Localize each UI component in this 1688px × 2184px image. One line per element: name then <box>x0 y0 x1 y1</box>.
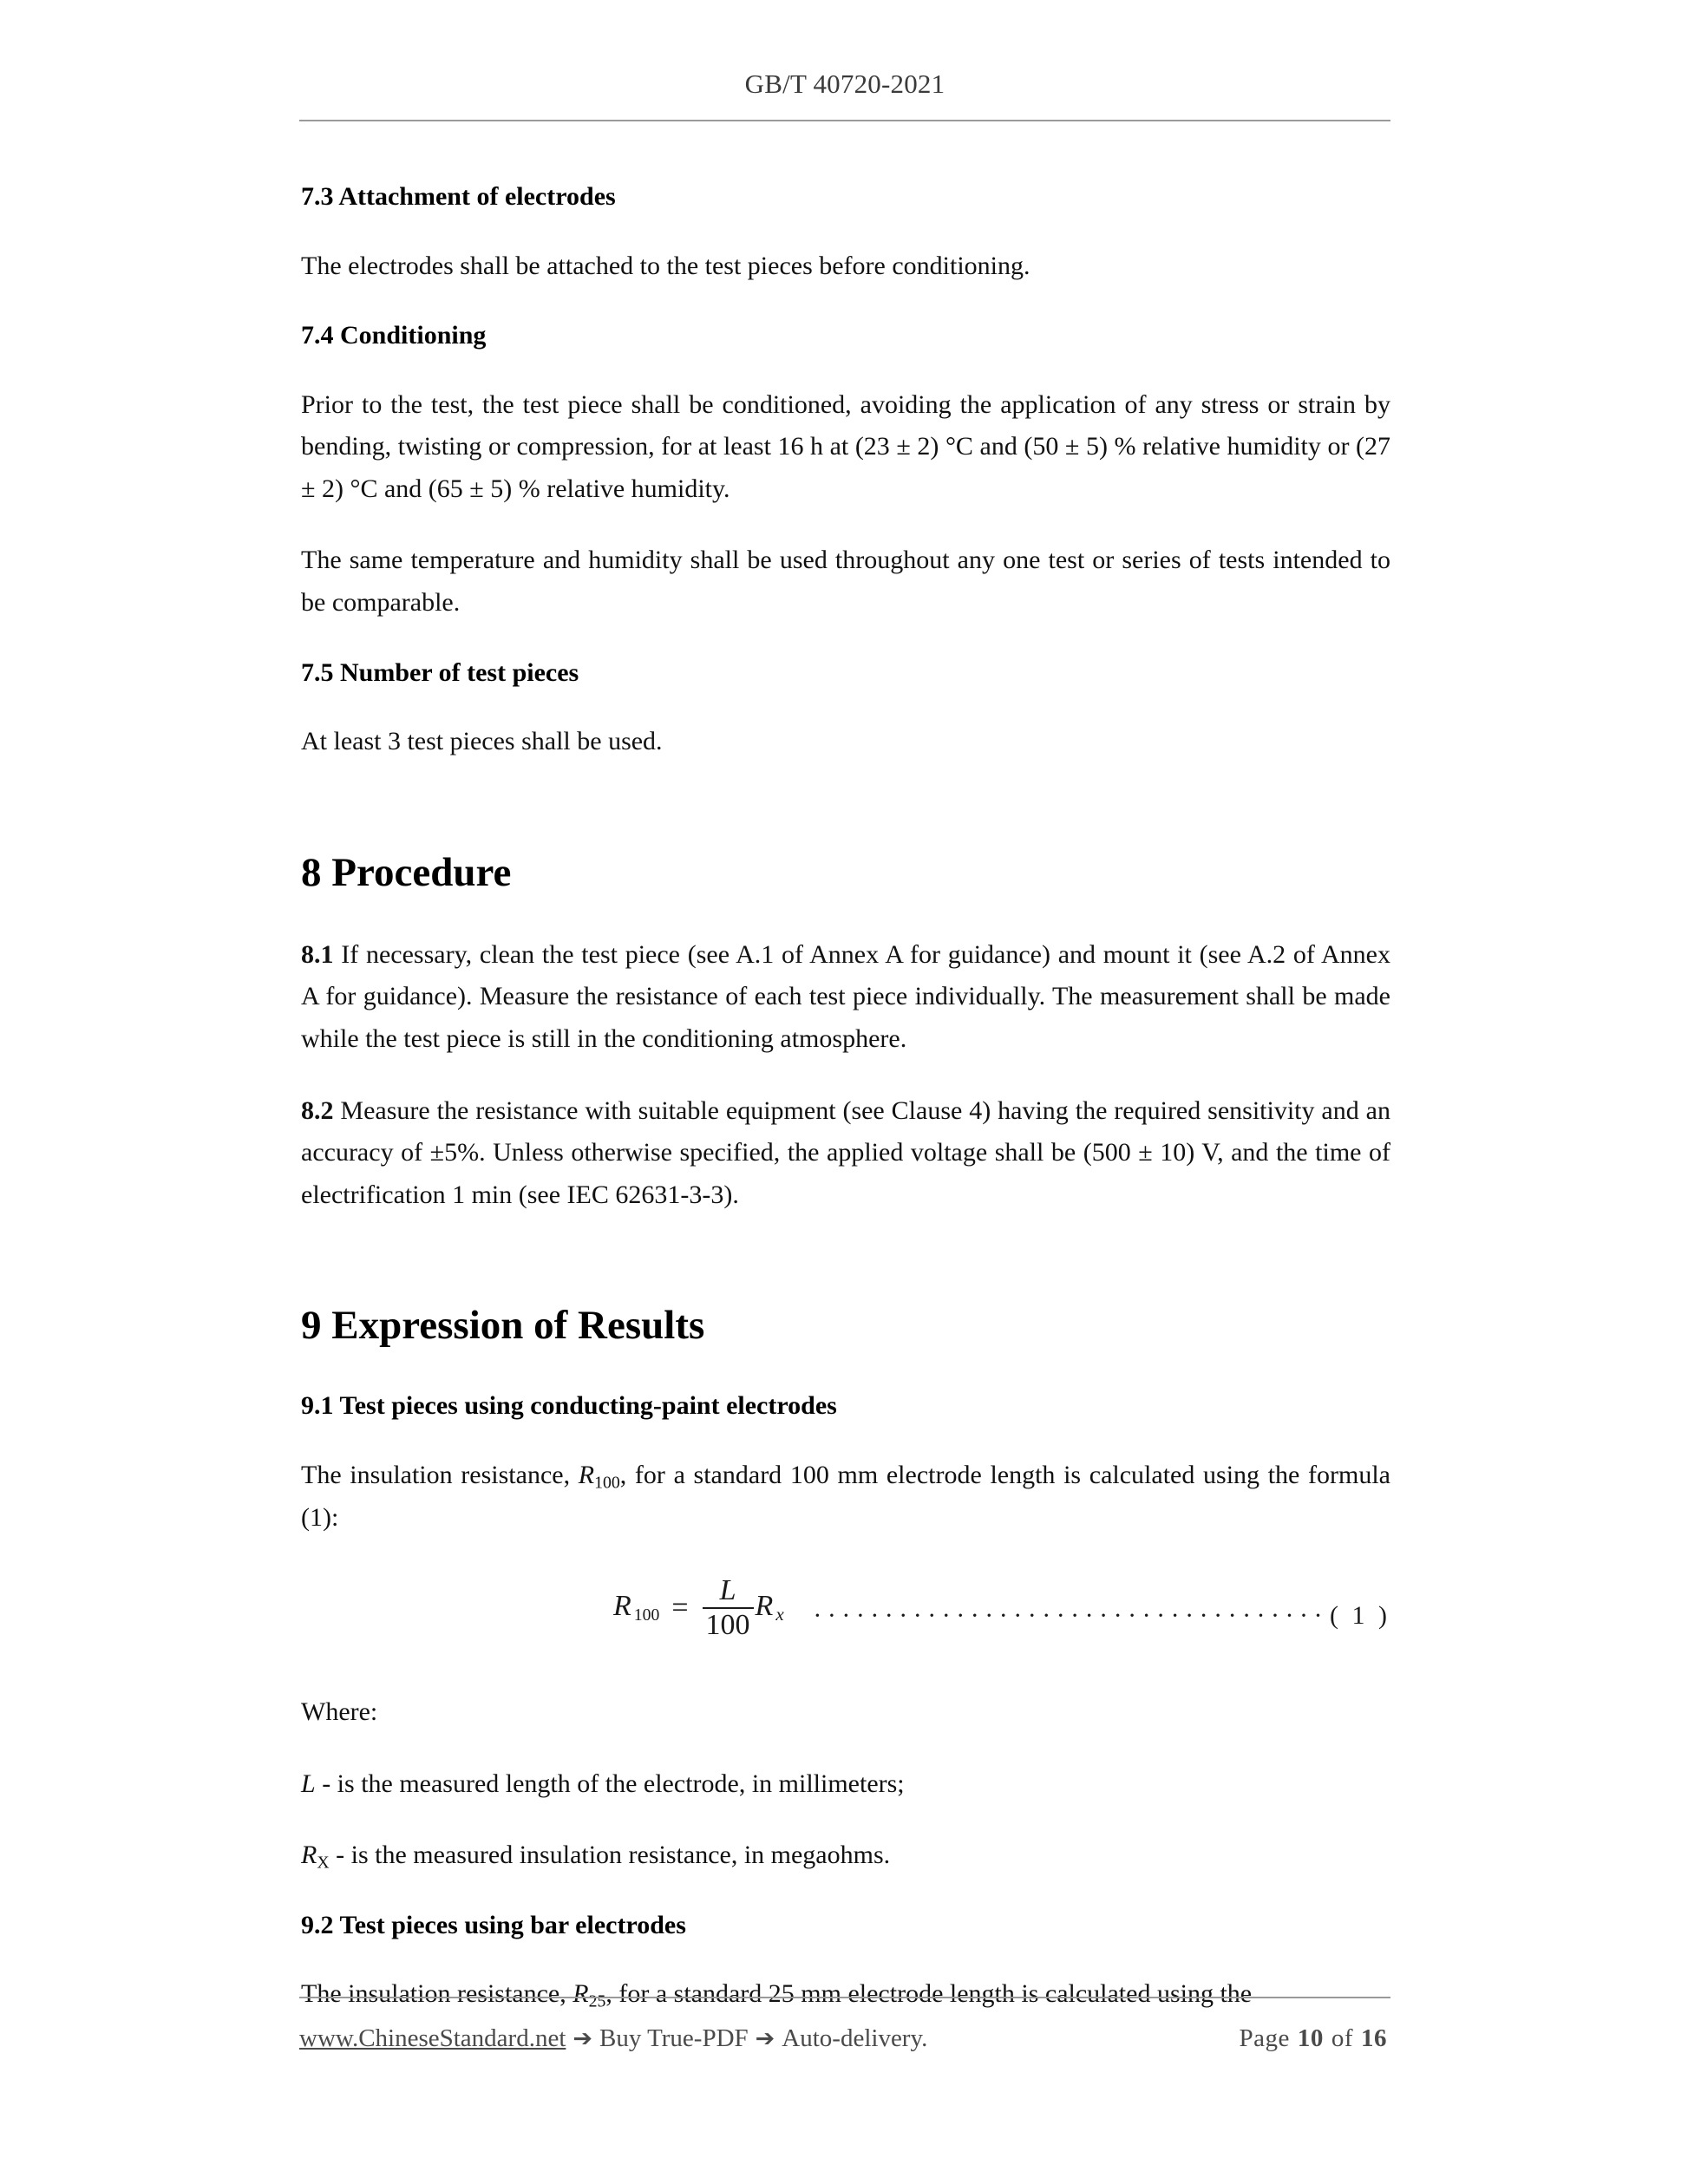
page-indicator <box>1239 2024 1387 2053</box>
symbol-r100-subscript: 100 <box>594 1473 620 1493</box>
formula-lhs <box>613 1590 659 1625</box>
paragraph-9-1-text-before: The insulation resistance, <box>301 1460 579 1489</box>
heading-7-4: 7.4 Conditioning <box>301 321 487 350</box>
formula-rhs-base: R <box>755 1590 774 1623</box>
heading-9-1: 9.1 Test pieces using conducting-paint electrodes <box>301 1391 837 1421</box>
arrow-right-icon: ➔ <box>572 2025 593 2052</box>
chinesestandard-link[interactable]: www.ChineseStandard.net <box>299 2024 566 2052</box>
symbol-rx-base: R <box>301 1841 317 1870</box>
paragraph-9-1-body <box>301 1455 1390 1539</box>
auto-delivery-text: Auto-delivery. <box>782 2024 928 2052</box>
section-spacer <box>301 793 1390 817</box>
symbol-r100-base: R <box>578 1460 595 1489</box>
heading-7-3: 7.3 Attachment of electrodes <box>301 182 616 211</box>
footer-divider <box>299 1997 1390 1998</box>
formula-lhs-base: R <box>613 1590 631 1623</box>
definition-Rx-text: - is the measured insulation resistance, in megaohms. <box>329 1841 891 1870</box>
paragraph-8-2 <box>301 1090 1390 1217</box>
buy-true-pdf-text: Buy True-PDF <box>599 2024 749 2052</box>
clause-text-8-2: Measure the resistance with suitable equipment (see Clause 4) having the required sensitivity and an accuracy of ±5%. Unless otherwise specified, the applied voltage shall be (500 ± 10) V, and the time of electrification 1 min (see IEC 62631-3-3). <box>301 1095 1390 1209</box>
clause-number-8-1: 8.1 <box>301 939 334 969</box>
formula-fraction <box>703 1575 754 1640</box>
standard-code-title: GB/T 40720-2021 <box>744 69 945 99</box>
formula-fraction-numerator: L <box>719 1574 736 1607</box>
definition-Rx <box>301 1834 1390 1877</box>
document-body <box>301 178 1390 2016</box>
paragraph-8-1 <box>301 934 1390 1061</box>
dot-leader: ···································· <box>813 1601 1329 1631</box>
arrow-right-icon-2: ➔ <box>755 2025 775 2052</box>
formula-fraction-denominator: 100 <box>705 1608 750 1641</box>
page-header <box>299 68 1390 121</box>
page-footer <box>299 1997 1390 2053</box>
where-label: Where: <box>301 1697 378 1727</box>
formula-equals-sign: = <box>671 1591 689 1624</box>
paragraph-9-1-text-after: , for a standard 100 mm electrode length is calculated using the formula (1): <box>301 1460 1390 1532</box>
clause-text-8-1: If necessary, clean the test piece (see A.1 of Annex A for guidance) and mount it (see A.2 of Annex A for guidance). Measure the resistance of each test piece individually. The measurement shall be made while the test piece is still in the conditioning atmosphere. <box>301 939 1390 1053</box>
clause-number-8-2: 8.2 <box>301 1095 334 1125</box>
symbol-L: L <box>301 1769 316 1798</box>
symbol-r25-base: R <box>572 1979 589 2009</box>
symbol-r25-subscript: 25 <box>588 1991 606 2011</box>
of-word: of <box>1331 2024 1353 2052</box>
definition-L <box>301 1763 1390 1806</box>
formula-1-number-group <box>813 1601 1390 1631</box>
current-page-number: 10 <box>1297 2024 1324 2052</box>
heading-9-2: 9.2 Test pieces using bar electrodes <box>301 1910 686 1939</box>
paragraph-7-4-body-1: Prior to the test, the test piece shall be conditioned, avoiding the application of any stress or strain by bending, twisting or compression, for at least 16 h at (23 ± 2) °C and (50 ± 5) % relative humidity or (27 ± 2) °C and (65 ± 5) % relative humidity. <box>301 389 1390 503</box>
paragraph-9-2-text-after: , for a standard 25 mm electrode length is calculated using the <box>605 1979 1253 2009</box>
symbol-r100 <box>578 1460 620 1493</box>
total-page-number: 16 <box>1361 2024 1387 2052</box>
paragraph-7-4-body-2: The same temperature and humidity shall be used throughout any one test or series of tests intended to be comparable. <box>301 546 1390 617</box>
formula-lhs-subscript: 100 <box>633 1605 660 1625</box>
header-divider <box>299 120 1390 121</box>
paragraph-9-2-text-before: The insulation resistance, <box>301 1979 573 2009</box>
symbol-rx-subscript: X <box>317 1853 330 1873</box>
footer-promo <box>299 2024 927 2053</box>
paragraph-7-3-body: The electrodes shall be attached to the test pieces before conditioning. <box>301 251 1030 280</box>
heading-clause-9: 9 Expression of Results <box>301 1303 705 1349</box>
definition-L-text: - is the measured length of the electrode, in millimeters; <box>315 1769 905 1798</box>
section-spacer <box>301 1246 1390 1270</box>
formula-1-row <box>301 1568 1390 1665</box>
formula-rhs <box>756 1590 784 1625</box>
page-word: Page <box>1239 2024 1290 2052</box>
heading-7-5: 7.5 Number of test pieces <box>301 657 579 687</box>
formula-rhs-subscript: x <box>775 1604 784 1625</box>
heading-clause-8: 8 Procedure <box>301 849 512 895</box>
formula-1-number: ( 1 ) <box>1330 1601 1390 1631</box>
paragraph-7-5-body: At least 3 test pieces shall be used. <box>301 727 663 756</box>
symbol-rx <box>301 1841 330 1873</box>
footer-row <box>299 2024 1390 2053</box>
formula-1-expression <box>613 1575 784 1640</box>
